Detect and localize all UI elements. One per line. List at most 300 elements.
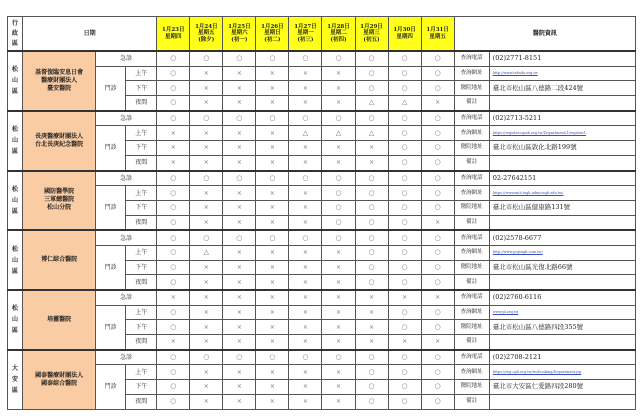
status-open: ○	[157, 260, 190, 275]
table-row	[8, 126, 636, 141]
status-closed: ×	[322, 81, 355, 96]
status-open: ○	[322, 51, 355, 66]
status-open: ○	[223, 171, 256, 186]
status-open: ○	[355, 215, 388, 230]
district-cell	[8, 51, 23, 111]
status-partial: △	[289, 126, 322, 141]
outpatient-label: 門診	[96, 186, 126, 231]
holiday-clinic-schedule-table	[7, 16, 636, 410]
status-open: ○	[322, 171, 355, 186]
date-column-header	[421, 17, 454, 52]
status-open: ○	[421, 350, 454, 365]
date-column-header	[190, 17, 223, 52]
outpatient-label: 門診	[96, 126, 126, 171]
hospital-phone: (02)2578-6677	[489, 230, 635, 245]
status-closed: ×	[256, 245, 289, 260]
session-label: 夜間	[126, 215, 157, 230]
status-closed: ×	[190, 186, 223, 201]
hospital-address: 臺北市松山區敦化北路199號	[489, 141, 635, 156]
info-label: 備註	[454, 215, 489, 230]
info-label: 醫院地址	[454, 260, 489, 275]
date-label: 1月25日	[228, 23, 251, 30]
hospital-url[interactable]: http://www.pojengh.com.tw/	[489, 245, 635, 260]
table-row	[8, 290, 636, 305]
hospital-name-line: 培靈醫院	[47, 315, 72, 323]
info-label: 備註	[454, 394, 489, 409]
info-label: 查詢網址	[454, 126, 489, 141]
status-closed: ×	[355, 155, 388, 170]
status-closed: ×	[289, 275, 322, 290]
status-open: ○	[190, 350, 223, 365]
status-open: ○	[289, 171, 322, 186]
weekday-label: 星期二	[330, 30, 347, 37]
hospital-address: 臺北市松山區光復北路66號	[489, 260, 635, 275]
status-closed: ×	[256, 305, 289, 320]
emergency-label: 急診	[96, 350, 157, 365]
status-closed: ×	[256, 365, 289, 380]
hospital-remark	[489, 335, 635, 350]
status-closed: ×	[388, 290, 421, 305]
weekday-label: 星期五	[429, 33, 446, 40]
hospital-name-line: 三軍總醫院	[44, 196, 75, 204]
info-label: 查詢電話	[454, 350, 489, 365]
session-label: 下午	[126, 141, 157, 156]
weekday-label: 星期日	[264, 30, 281, 37]
district-cell	[8, 171, 23, 231]
hospital-url[interactable]: https://reg.cgh.org.tw/tw/booking/Department.jsp	[489, 365, 635, 380]
table-row	[8, 66, 636, 81]
status-open: ○	[388, 305, 421, 320]
status-closed: ×	[322, 275, 355, 290]
status-closed: ×	[190, 320, 223, 335]
status-open: ○	[157, 186, 190, 201]
hospital-name-cell	[23, 230, 96, 290]
status-open: ○	[421, 365, 454, 380]
status-closed: ×	[223, 365, 256, 380]
hospital-name-line: 松山分院	[47, 204, 72, 212]
status-closed: ×	[256, 260, 289, 275]
weekday-label: 星期五	[198, 30, 215, 37]
hospital-name-line: 長庚醫療財團法人	[35, 132, 84, 140]
info-label: 醫院地址	[454, 81, 489, 96]
status-closed: ×	[289, 394, 322, 409]
status-open: ○	[157, 275, 190, 290]
info-label: 查詢網址	[454, 305, 489, 320]
status-open: ○	[157, 320, 190, 335]
status-open: ○	[421, 66, 454, 81]
holiday-note: (初一)	[231, 36, 248, 43]
weekday-label: 星期四	[396, 33, 413, 40]
status-partial: △	[322, 126, 355, 141]
emergency-label: 急診	[96, 230, 157, 245]
status-open: ○	[355, 66, 388, 81]
session-label: 上午	[126, 66, 157, 81]
status-open: ○	[157, 66, 190, 81]
status-closed: ×	[289, 81, 322, 96]
status-closed: ×	[190, 66, 223, 81]
status-open: ○	[322, 350, 355, 365]
hospital-url[interactable]: http://www.tahsda.org.tw	[489, 66, 635, 81]
status-open: ○	[421, 305, 454, 320]
hospital-name-cell	[23, 350, 96, 409]
info-label: 醫院地址	[454, 320, 489, 335]
status-open: ○	[190, 111, 223, 126]
hospital-phone: (02)2713-5211	[489, 111, 635, 126]
status-open: ○	[256, 111, 289, 126]
hospital-info-header: 醫院資訊	[454, 17, 635, 52]
status-closed: ×	[322, 155, 355, 170]
info-label: 備註	[454, 96, 489, 111]
status-open: ○	[256, 51, 289, 66]
status-open: ○	[355, 350, 388, 365]
status-closed: ×	[289, 365, 322, 380]
status-open: ○	[322, 186, 355, 201]
date-column-header	[223, 17, 256, 52]
date-label: 1月24日	[195, 23, 218, 30]
status-open: ○	[256, 350, 289, 365]
status-closed: ×	[289, 186, 322, 201]
status-open: ○	[190, 230, 223, 245]
status-open: ○	[388, 200, 421, 215]
status-closed: ×	[355, 290, 388, 305]
status-open: ○	[388, 275, 421, 290]
status-closed: ×	[355, 305, 388, 320]
status-closed: ×	[256, 81, 289, 96]
info-label: 查詢網址	[454, 365, 489, 380]
district-name: 大安區	[12, 365, 19, 395]
status-closed: ×	[223, 96, 256, 111]
status-open: ○	[157, 111, 190, 126]
status-closed: ×	[289, 335, 322, 350]
status-closed: ×	[289, 320, 322, 335]
status-closed: ×	[223, 141, 256, 156]
hospital-name-line: 國防醫學院	[44, 188, 75, 196]
status-open: ○	[157, 245, 190, 260]
hospital-address: 臺北市松山區健康路131號	[489, 200, 635, 215]
status-closed: ×	[322, 96, 355, 111]
status-open: ○	[157, 215, 190, 230]
status-closed: ×	[190, 290, 223, 305]
status-open: ○	[355, 275, 388, 290]
emergency-label: 急診	[96, 51, 157, 66]
status-open: ○	[355, 230, 388, 245]
status-closed: ×	[289, 380, 322, 395]
status-open: ○	[157, 230, 190, 245]
status-closed: ×	[190, 335, 223, 350]
info-label: 查詢電話	[454, 290, 489, 305]
status-closed: ×	[256, 290, 289, 305]
status-closed: ×	[322, 365, 355, 380]
status-closed: ×	[421, 96, 454, 111]
status-closed: ×	[190, 275, 223, 290]
status-open: ○	[421, 245, 454, 260]
date-column-header	[289, 17, 322, 52]
status-open: ○	[157, 51, 190, 66]
district-name: 松山區	[12, 126, 19, 156]
status-closed: ×	[256, 141, 289, 156]
holiday-note: (除夕)	[198, 36, 215, 43]
status-closed: ×	[322, 380, 355, 395]
status-closed: ×	[223, 126, 256, 141]
status-open: ○	[421, 155, 454, 170]
status-open: ○	[421, 111, 454, 126]
status-open: ○	[223, 350, 256, 365]
holiday-note: (初二)	[264, 36, 281, 43]
status-open: ○	[256, 230, 289, 245]
status-open: ○	[421, 186, 454, 201]
status-closed: ×	[223, 320, 256, 335]
status-open: ○	[157, 96, 190, 111]
status-partial: △	[388, 96, 421, 111]
info-label: 查詢網址	[454, 245, 489, 260]
session-label: 夜間	[126, 394, 157, 409]
date-label: 1月28日	[327, 23, 350, 30]
date-column-header	[388, 17, 421, 52]
status-open: ○	[421, 394, 454, 409]
hospital-url[interactable]: www.pl.org.tw	[489, 305, 635, 320]
district-name: 松山區	[12, 185, 19, 215]
session-label: 上午	[126, 305, 157, 320]
status-closed: ×	[190, 380, 223, 395]
status-closed: ×	[223, 200, 256, 215]
date-column-header	[322, 17, 355, 52]
status-closed: ×	[421, 215, 454, 230]
hospital-name-line: 國泰醫療財團法人	[35, 371, 84, 379]
session-label: 下午	[126, 81, 157, 96]
hospital-address: 臺北市松山區八德路二段424號	[489, 81, 635, 96]
status-closed: ×	[223, 245, 256, 260]
hospital-name-cell	[23, 51, 96, 111]
status-closed: ×	[322, 66, 355, 81]
status-closed: ×	[421, 335, 454, 350]
info-label: 醫院地址	[454, 380, 489, 395]
info-label: 醫院地址	[454, 141, 489, 156]
status-closed: ×	[322, 290, 355, 305]
status-closed: ×	[256, 380, 289, 395]
status-closed: ×	[355, 335, 388, 350]
hospital-phone: (02)2708-2121	[489, 350, 635, 365]
status-closed: ×	[190, 141, 223, 156]
status-closed: ×	[190, 365, 223, 380]
status-open: ○	[421, 260, 454, 275]
table-row	[8, 111, 636, 126]
holiday-note: (初三)	[297, 36, 314, 43]
status-open: ○	[388, 320, 421, 335]
status-closed: ×	[223, 290, 256, 305]
status-open: ○	[388, 111, 421, 126]
status-open: ○	[157, 394, 190, 409]
status-closed: ×	[322, 245, 355, 260]
status-open: ○	[388, 51, 421, 66]
hospital-remark	[489, 275, 635, 290]
status-open: ○	[322, 200, 355, 215]
status-open: ○	[388, 260, 421, 275]
hospital-name-cell	[23, 171, 96, 231]
status-closed: ×	[322, 320, 355, 335]
info-label: 備註	[454, 155, 489, 170]
info-label: 查詢網址	[454, 186, 489, 201]
status-closed: ×	[190, 126, 223, 141]
district-name: 松山區	[12, 245, 19, 275]
outpatient-label: 門診	[96, 66, 126, 111]
holiday-note: (初四)	[330, 36, 347, 43]
weekday-label: 星期六	[231, 30, 248, 37]
info-label: 備註	[454, 335, 489, 350]
hospital-url[interactable]: https://wwwsmh.tsgh.ndmctsgh.edu.tw/	[489, 186, 635, 201]
status-open: ○	[421, 81, 454, 96]
status-open: ○	[421, 320, 454, 335]
table-row	[8, 350, 636, 365]
status-closed: ×	[223, 66, 256, 81]
hospital-remark	[489, 96, 635, 111]
status-open: ○	[223, 51, 256, 66]
district-header-label: 行政區	[12, 19, 19, 47]
status-open: ○	[388, 230, 421, 245]
date-column-header	[355, 17, 388, 52]
status-closed: ×	[223, 81, 256, 96]
status-closed: ×	[322, 141, 355, 156]
status-closed: ×	[256, 66, 289, 81]
status-open: ○	[388, 394, 421, 409]
status-open: ○	[421, 126, 454, 141]
status-closed: ×	[289, 96, 322, 111]
status-closed: ×	[190, 81, 223, 96]
status-open: ○	[322, 230, 355, 245]
status-closed: ×	[256, 394, 289, 409]
status-open: ○	[157, 81, 190, 96]
district-name: 松山區	[12, 66, 19, 96]
status-closed: ×	[289, 245, 322, 260]
date-label: 1月23日	[162, 27, 185, 33]
session-label: 上午	[126, 186, 157, 201]
status-closed: ×	[256, 320, 289, 335]
status-open: ○	[223, 111, 256, 126]
info-label: 查詢電話	[454, 171, 489, 186]
status-closed: ×	[256, 200, 289, 215]
session-label: 上午	[126, 126, 157, 141]
status-closed: ×	[223, 186, 256, 201]
table-row	[8, 171, 636, 186]
status-open: ○	[157, 171, 190, 186]
district-cell	[8, 111, 23, 171]
date-label: 1月26日	[261, 23, 284, 30]
status-open: ○	[388, 171, 421, 186]
status-closed: ×	[223, 155, 256, 170]
status-open: ○	[388, 215, 421, 230]
status-closed: ×	[157, 155, 190, 170]
status-open: ○	[355, 245, 388, 260]
status-open: ○	[388, 66, 421, 81]
district-cell	[8, 290, 23, 350]
status-open: ○	[289, 230, 322, 245]
table-row	[8, 51, 636, 66]
status-closed: ×	[289, 260, 322, 275]
weekday-label: 星期四	[165, 33, 182, 40]
status-closed: ×	[223, 215, 256, 230]
hospital-remark	[489, 155, 635, 170]
status-open: ○	[355, 200, 388, 215]
status-closed: ×	[355, 141, 388, 156]
status-closed: ×	[190, 200, 223, 215]
status-closed: ×	[223, 394, 256, 409]
status-open: ○	[223, 230, 256, 245]
status-open: ○	[157, 380, 190, 395]
info-label: 查詢電話	[454, 111, 489, 126]
status-closed: ×	[289, 215, 322, 230]
session-label: 夜間	[126, 335, 157, 350]
district-cell	[8, 230, 23, 290]
status-open: ○	[289, 111, 322, 126]
weekday-label: 星期一	[297, 30, 314, 37]
status-closed: ×	[157, 335, 190, 350]
status-open: ○	[157, 365, 190, 380]
status-closed: ×	[256, 155, 289, 170]
status-open: ○	[289, 51, 322, 66]
status-open: ○	[355, 81, 388, 96]
hospital-address: 臺北市松山區八德路四段355號	[489, 320, 635, 335]
hospital-name-line: 博仁綜合醫院	[41, 256, 78, 264]
date-label: 1月27日	[294, 23, 317, 30]
status-partial: △	[355, 96, 388, 111]
info-label: 查詢網址	[454, 66, 489, 81]
status-open: ○	[190, 171, 223, 186]
table-row	[8, 365, 636, 380]
weekday-label: 星期三	[363, 30, 380, 37]
hospital-name-line: 臺安醫院	[47, 84, 72, 92]
status-closed: ×	[223, 335, 256, 350]
status-closed: ×	[256, 96, 289, 111]
emergency-label: 急診	[96, 111, 157, 126]
status-closed: ×	[190, 155, 223, 170]
session-label: 下午	[126, 200, 157, 215]
info-label: 醫院地址	[454, 200, 489, 215]
status-closed: ×	[223, 260, 256, 275]
status-open: ○	[355, 51, 388, 66]
status-closed: ×	[256, 126, 289, 141]
hospital-name-cell	[23, 111, 96, 171]
status-closed: ×	[157, 290, 190, 305]
status-closed: ×	[421, 290, 454, 305]
status-closed: ×	[355, 320, 388, 335]
hospital-address: 臺北市大安區仁愛路四段280號	[489, 380, 635, 395]
header-row	[8, 17, 636, 52]
status-closed: ×	[190, 96, 223, 111]
date-label: 1月31日	[426, 27, 449, 33]
status-closed: ×	[289, 66, 322, 81]
status-open: ○	[421, 275, 454, 290]
status-closed: ×	[157, 126, 190, 141]
status-open: ○	[388, 126, 421, 141]
session-label: 夜間	[126, 275, 157, 290]
status-open: ○	[388, 81, 421, 96]
district-header	[8, 17, 23, 52]
table-row	[8, 186, 636, 201]
table-row	[8, 245, 636, 260]
status-closed: ×	[388, 335, 421, 350]
outpatient-label: 門診	[96, 245, 126, 290]
status-open: ○	[289, 350, 322, 365]
status-open: ○	[157, 305, 190, 320]
outpatient-label: 門診	[96, 365, 126, 409]
status-closed: ×	[190, 394, 223, 409]
hospital-url[interactable]: https://register.cgmh.org.tw/Department/1/register1	[489, 126, 635, 141]
status-closed: ×	[223, 305, 256, 320]
hospital-name-line: 國泰綜合醫院	[41, 379, 78, 387]
status-closed: ×	[256, 186, 289, 201]
hospital-phone: (02)2771-8151	[489, 51, 635, 66]
status-closed: ×	[256, 215, 289, 230]
date-header: 日期	[23, 17, 157, 52]
